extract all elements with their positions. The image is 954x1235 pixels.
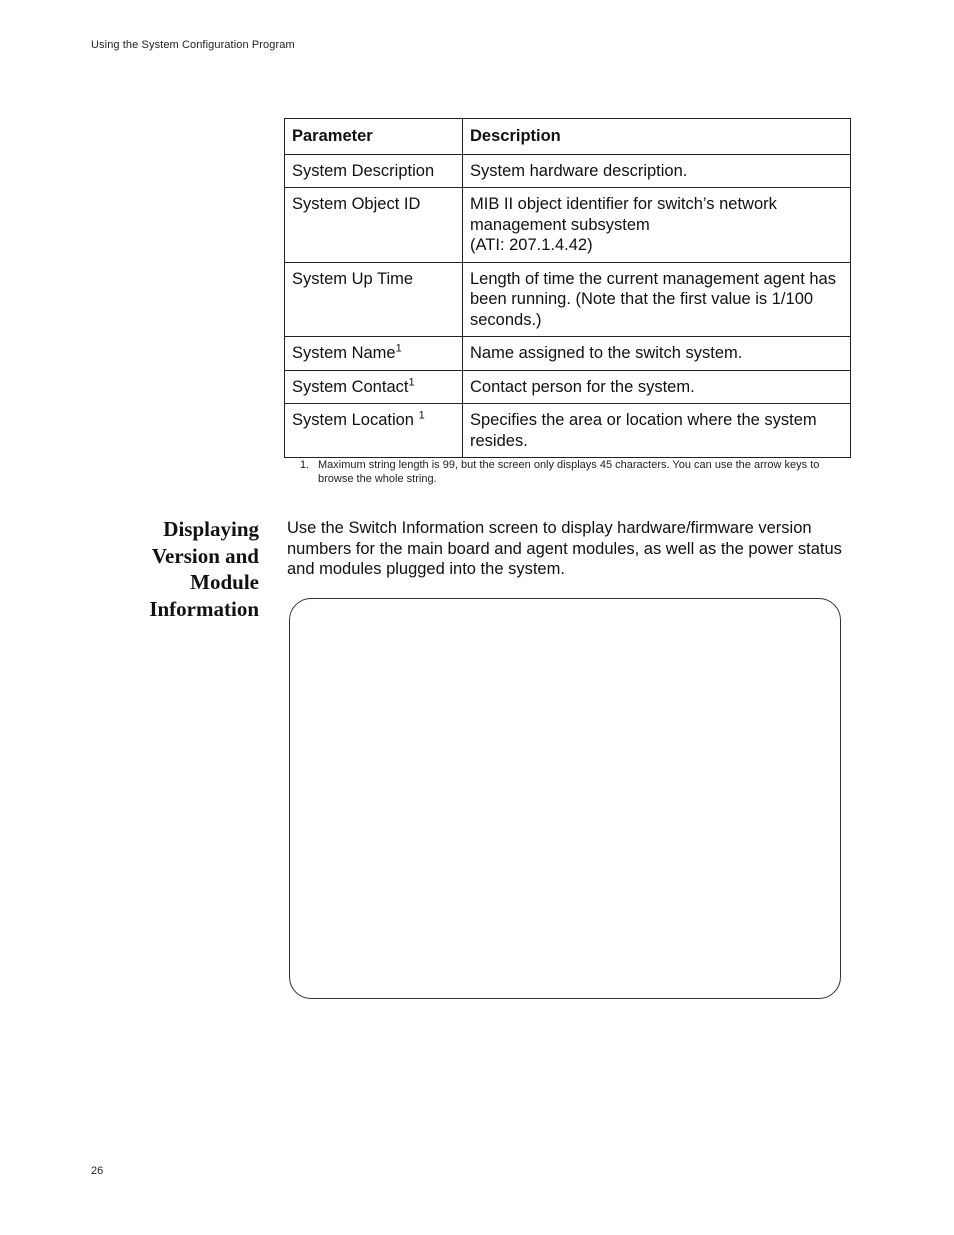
footnote-number: 1.: [300, 459, 310, 471]
parameter-name: System Name: [292, 344, 396, 362]
footnote-text: Maximum string length is 99, but the screen only displays 45 characters. You can use the arrow keys to browse the whole string.: [318, 459, 820, 485]
parameter-name: System Up Time: [292, 269, 414, 288]
section-body-paragraph: Use the Switch Information screen to display hardware/firmware version numbers for the main board and agent modules, as well as the power status and modules plugged into the system.: [287, 519, 842, 578]
description-text: Length of time the current management agent has been running. (Note that the first value is 1/100 seconds.): [470, 269, 836, 329]
parameter-name: System Description: [292, 161, 435, 180]
page-number: 26: [91, 1165, 104, 1177]
parameter-cell: [285, 188, 463, 263]
parameter-cell: [285, 404, 463, 458]
description-cell: [463, 337, 851, 371]
parameter-name: System Contact: [292, 377, 409, 396]
heading-line: Information: [149, 596, 259, 621]
column-header-parameter: Parameter: [285, 119, 463, 155]
heading-line: Displaying: [163, 517, 259, 541]
table-row: [285, 262, 851, 337]
parameter-name: System Location: [292, 411, 419, 429]
description-text: Name assigned to the switch system.: [470, 344, 743, 362]
running-header: Using the System Configuration Program: [91, 39, 295, 51]
table-row: [285, 337, 851, 371]
column-header-description: Description: [463, 119, 851, 155]
parameter-cell: [285, 262, 463, 337]
description-text: Specifies the area or location where the system resides.: [470, 411, 817, 450]
parameter-table: [284, 118, 851, 458]
table-row: [285, 404, 851, 458]
heading-line: Version and: [151, 543, 259, 568]
description-cell: [463, 154, 851, 188]
description-cell: [463, 404, 851, 458]
table-header-row: [285, 119, 851, 155]
section-heading: [100, 516, 259, 622]
table-footnote: [300, 458, 852, 486]
table-row: [285, 154, 851, 188]
parameter-name: System Object ID: [292, 195, 421, 213]
description-cell: [463, 188, 851, 263]
description-cell: [463, 262, 851, 337]
screen-figure-frame: [289, 598, 841, 999]
parameter-cell: [285, 154, 463, 188]
footnote-marker: 1: [408, 376, 415, 388]
footnote-marker: 1: [395, 342, 402, 355]
parameter-cell: [285, 337, 463, 371]
description-text: Contact person for the system.: [470, 377, 695, 396]
footnote-marker: 1: [418, 409, 425, 422]
table-row: [285, 370, 851, 404]
description-text: MIB II object identifier for switch’s network management subsystem: [470, 195, 777, 234]
description-text: System hardware description.: [470, 161, 688, 180]
parameter-cell: [285, 370, 463, 404]
description-cell: [463, 370, 851, 404]
description-text: (ATI: 207.1.4.42): [470, 236, 593, 254]
table-row: [285, 188, 851, 263]
heading-line: Module: [190, 570, 259, 594]
